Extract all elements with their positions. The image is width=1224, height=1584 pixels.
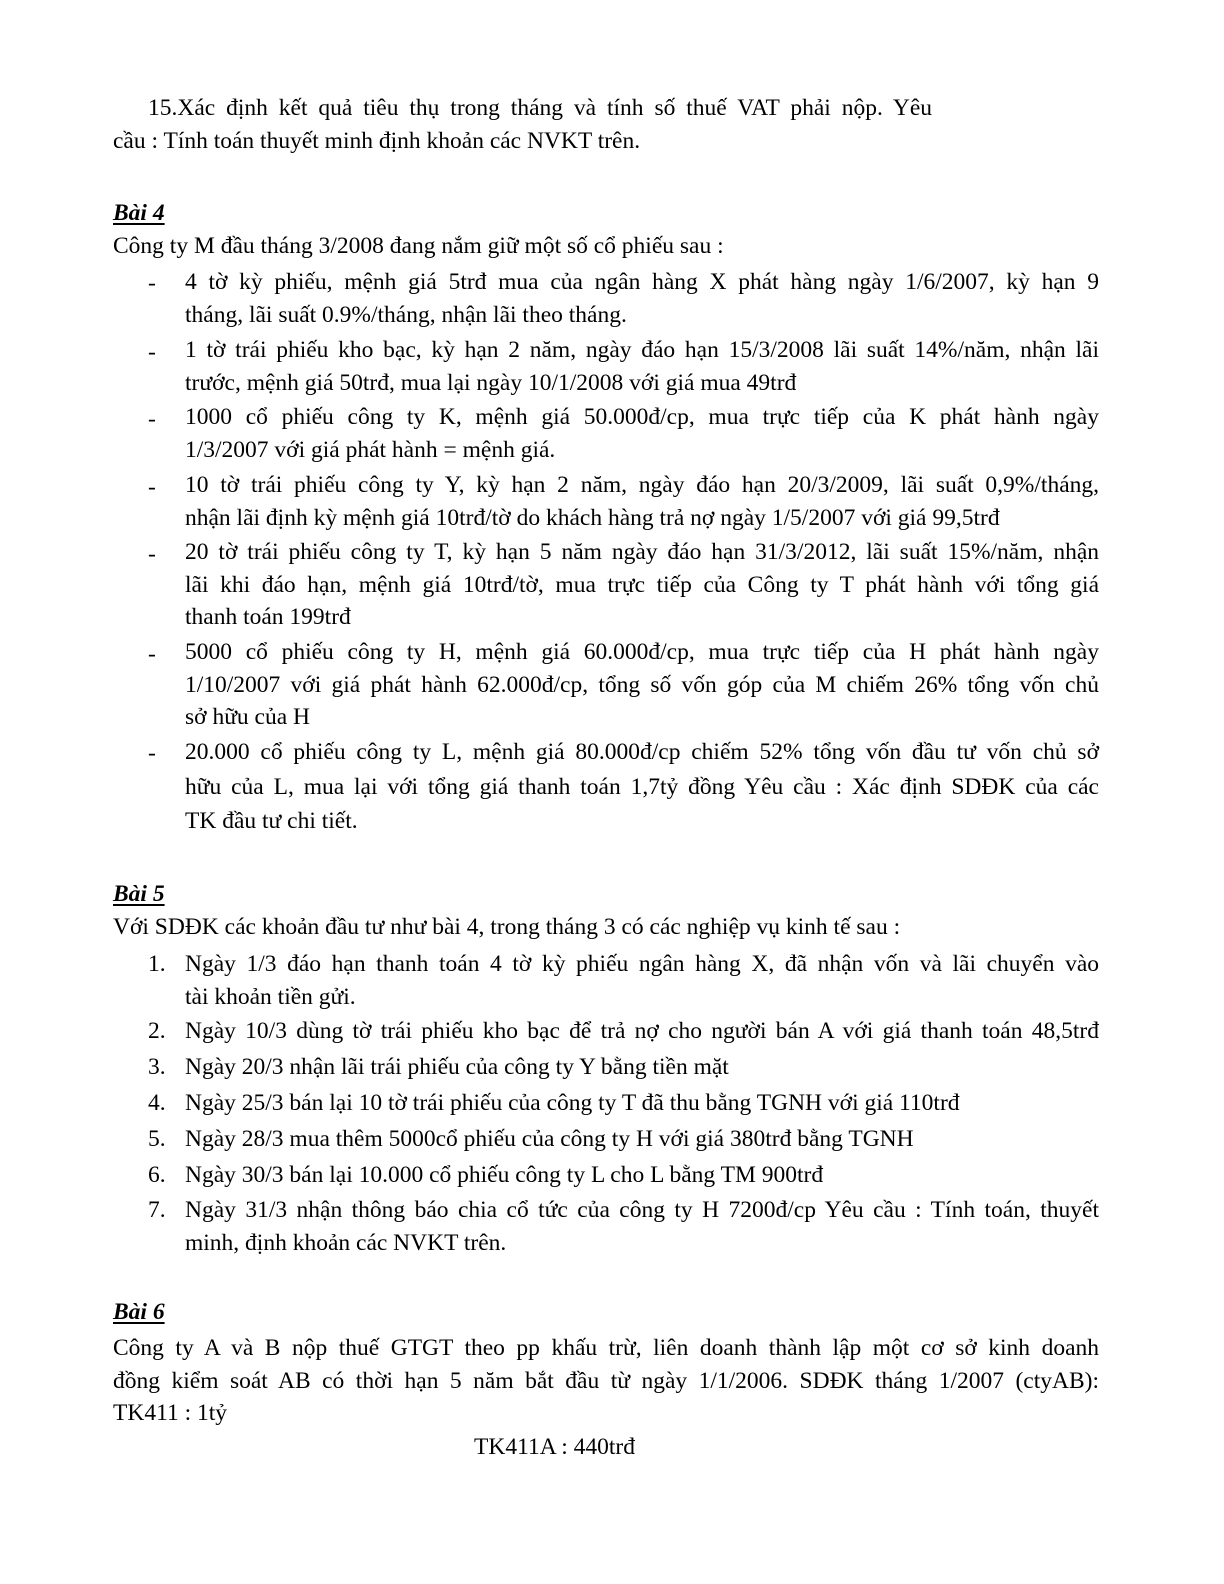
bai6-line-2: đồng kiểm soát AB có thời hạn 5 năm bắt đầu từ ngày 1/1/2006. SDĐK tháng 1/2007 (ctyAB): [113, 1368, 1099, 1394]
bai6-heading: Bài 6 [113, 1299, 165, 1325]
bai5-item-7-line-1: Ngày 31/3 nhận thông báo chia cổ tức của công ty H 7200đ/cp Yêu cầu : Tính toán, thuyết [185, 1197, 1099, 1223]
bai4-item-4-line-1: 10 tờ trái phiếu công ty Y, kỳ hạn 2 năm, ngày đáo hạn 20/3/2009, lãi suất 0,9%/tháng, [185, 472, 1099, 498]
bai5-item-7 [185, 1194, 1099, 1259]
bai4-item-4-line-2: nhận lãi định kỳ mệnh giá 10trđ/tờ do khách hàng trả nợ ngày 1/5/2007 với giá 99,5trđ [185, 504, 1000, 531]
bai5-item-5-number: 5. [148, 1126, 166, 1152]
bullet-marker: - [148, 406, 156, 432]
bai5-item-5 [185, 1123, 1099, 1156]
bai4-item-5-line-1: 20 tờ trái phiếu công ty T, kỳ hạn 5 năm ngày đáo hạn 31/3/2012, lãi suất 15%/năm, nhận [185, 539, 1099, 565]
bai4-item-2-line-1: 1 tờ trái phiếu kho bạc, kỳ hạn 2 năm, ngày đáo hạn 15/3/2008 lãi suất 14%/năm, nhận lãi [185, 337, 1099, 363]
bullet-marker: - [148, 339, 156, 365]
bai4-item-7-line-1: 20.000 cổ phiếu công ty L, mệnh giá 80.000đ/cp chiếm 52% tổng vốn đầu tư vốn chủ sở [185, 739, 1099, 765]
bai5-item-6-number: 6. [148, 1162, 166, 1188]
bai5-item-3-number: 3. [148, 1054, 166, 1080]
bai4-item-2-line-2: trước, mệnh giá 50trđ, mua lại ngày 10/1/2008 với giá mua 49trđ [185, 369, 797, 396]
bai5-lead: Với SDĐK các khoản đầu tư như bài 4, trong tháng 3 có các nghiệp vụ kinh tế sau : [113, 914, 901, 940]
bai4-item-6 [185, 636, 1099, 734]
bai6-line-1: Công ty A và B nộp thuế GTGT theo pp khấu trừ, liên doanh thành lập một cơ sở kinh doanh [113, 1335, 1099, 1361]
bullet-marker: - [148, 474, 156, 500]
bai5-item-5-line-1: Ngày 28/3 mua thêm 5000cổ phiếu của công ty H với giá 380trđ bằng TGNH [185, 1126, 914, 1152]
intro-line-1: 15.Xác định kết quả tiêu thụ trong tháng và tính số thuế VAT phải nộp. Yêu [148, 95, 932, 121]
bai4-item-7-line-2: hữu của L, mua lại với tổng giá thanh toán 1,7tỷ đồng Yêu cầu : Xác định SDĐK của các [185, 773, 1099, 800]
bullet-marker: - [148, 541, 156, 567]
bai4-item-7-line-3: TK đầu tư chi tiết. [185, 808, 358, 834]
bai4-item-5-line-2: lãi khi đáo hạn, mệnh giá 10trđ/tờ, mua trực tiếp của Công ty T phát hành với tổng giá [185, 571, 1099, 598]
bai5-item-1-line-2: tài khoản tiền gửi. [185, 983, 356, 1010]
bai4-item-3-line-2: 1/3/2007 với giá phát hành = mệnh giá. [185, 436, 556, 463]
bai5-item-4-number: 4. [148, 1090, 166, 1116]
bai5-item-2-number: 2. [148, 1018, 166, 1044]
bai6-tk411a: TK411A : 440trđ [474, 1434, 636, 1460]
bai5-item-6 [185, 1159, 1099, 1192]
bai4-item-6-line-1: 5000 cổ phiếu công ty H, mệnh giá 60.000đ/cp, mua trực tiếp của H phát hành ngày [185, 639, 1099, 665]
bai4-item-3-line-1: 1000 cổ phiếu công ty K, mệnh giá 50.000đ/cp, mua trực tiếp của K phát hành ngày [185, 404, 1099, 430]
bai6-line-3: TK411 : 1tỷ [113, 1400, 228, 1426]
bai5-item-1 [185, 948, 1099, 1013]
bai5-item-6-line-1: Ngày 30/3 bán lại 10.000 cổ phiếu công ty L cho L bằng TM 900trđ [185, 1162, 824, 1188]
bai5-item-4 [185, 1087, 1099, 1120]
bai5-item-3 [185, 1051, 1099, 1084]
bai5-item-4-line-1: Ngày 25/3 bán lại 10 tờ trái phiếu của công ty T đã thu bằng TGNH với giá 110trđ [185, 1090, 960, 1116]
bullet-marker: - [148, 641, 156, 667]
bullet-marker: - [148, 740, 156, 766]
bai4-item-1-line-1: 4 tờ kỳ phiếu, mệnh giá 5trđ mua của ngân hàng X phát hàng ngày 1/6/2007, kỳ hạn 9 [185, 269, 1099, 295]
intro-line-2: cầu : Tính toán thuyết minh định khoản các NVKT trên. [113, 128, 641, 154]
bai5-item-2-line-1: Ngày 10/3 dùng tờ trái phiếu kho bạc để trả nợ cho người bán A với giá thanh toán 48,5trđ [185, 1018, 1099, 1044]
bai4-item-7 [185, 735, 1099, 839]
bai4-item-5-line-3: thanh toán 199trđ [185, 604, 351, 630]
bai4-item-1 [185, 266, 1099, 331]
bai4-item-6-line-2: 1/10/2007 với giá phát hành 62.000đ/cp, tổng số vốn góp của M chiếm 26% tổng vốn chủ [185, 671, 1099, 698]
bai4-heading: Bài 4 [113, 200, 165, 226]
bai4-item-4 [185, 469, 1099, 534]
bai5-item-3-line-1: Ngày 20/3 nhận lãi trái phiếu của công ty Y bằng tiền mặt [185, 1054, 729, 1080]
bai5-item-7-number: 7. [148, 1197, 166, 1223]
bai5-item-1-number: 1. [148, 951, 166, 977]
bullet-marker: - [148, 270, 156, 296]
bai5-item-1-line-1: Ngày 1/3 đáo hạn thanh toán 4 tờ kỳ phiếu ngân hàng X, đã nhận vốn và lãi chuyển vào [185, 951, 1099, 977]
bai4-lead: Công ty M đầu tháng 3/2008 đang nắm giữ một số cổ phiếu sau : [113, 233, 724, 259]
bai4-item-6-line-3: sở hữu của H [185, 704, 311, 730]
bai5-heading: Bài 5 [113, 881, 165, 907]
bai4-item-1-line-2: tháng, lãi suất 0.9%/tháng, nhận lãi theo tháng. [185, 301, 627, 328]
bai4-item-2 [185, 334, 1099, 399]
bai4-item-5 [185, 536, 1099, 634]
bai4-item-3 [185, 401, 1099, 466]
bai5-item-2 [185, 1015, 1099, 1048]
bai5-item-7-line-2: minh, định khoản các NVKT trên. [185, 1229, 507, 1256]
